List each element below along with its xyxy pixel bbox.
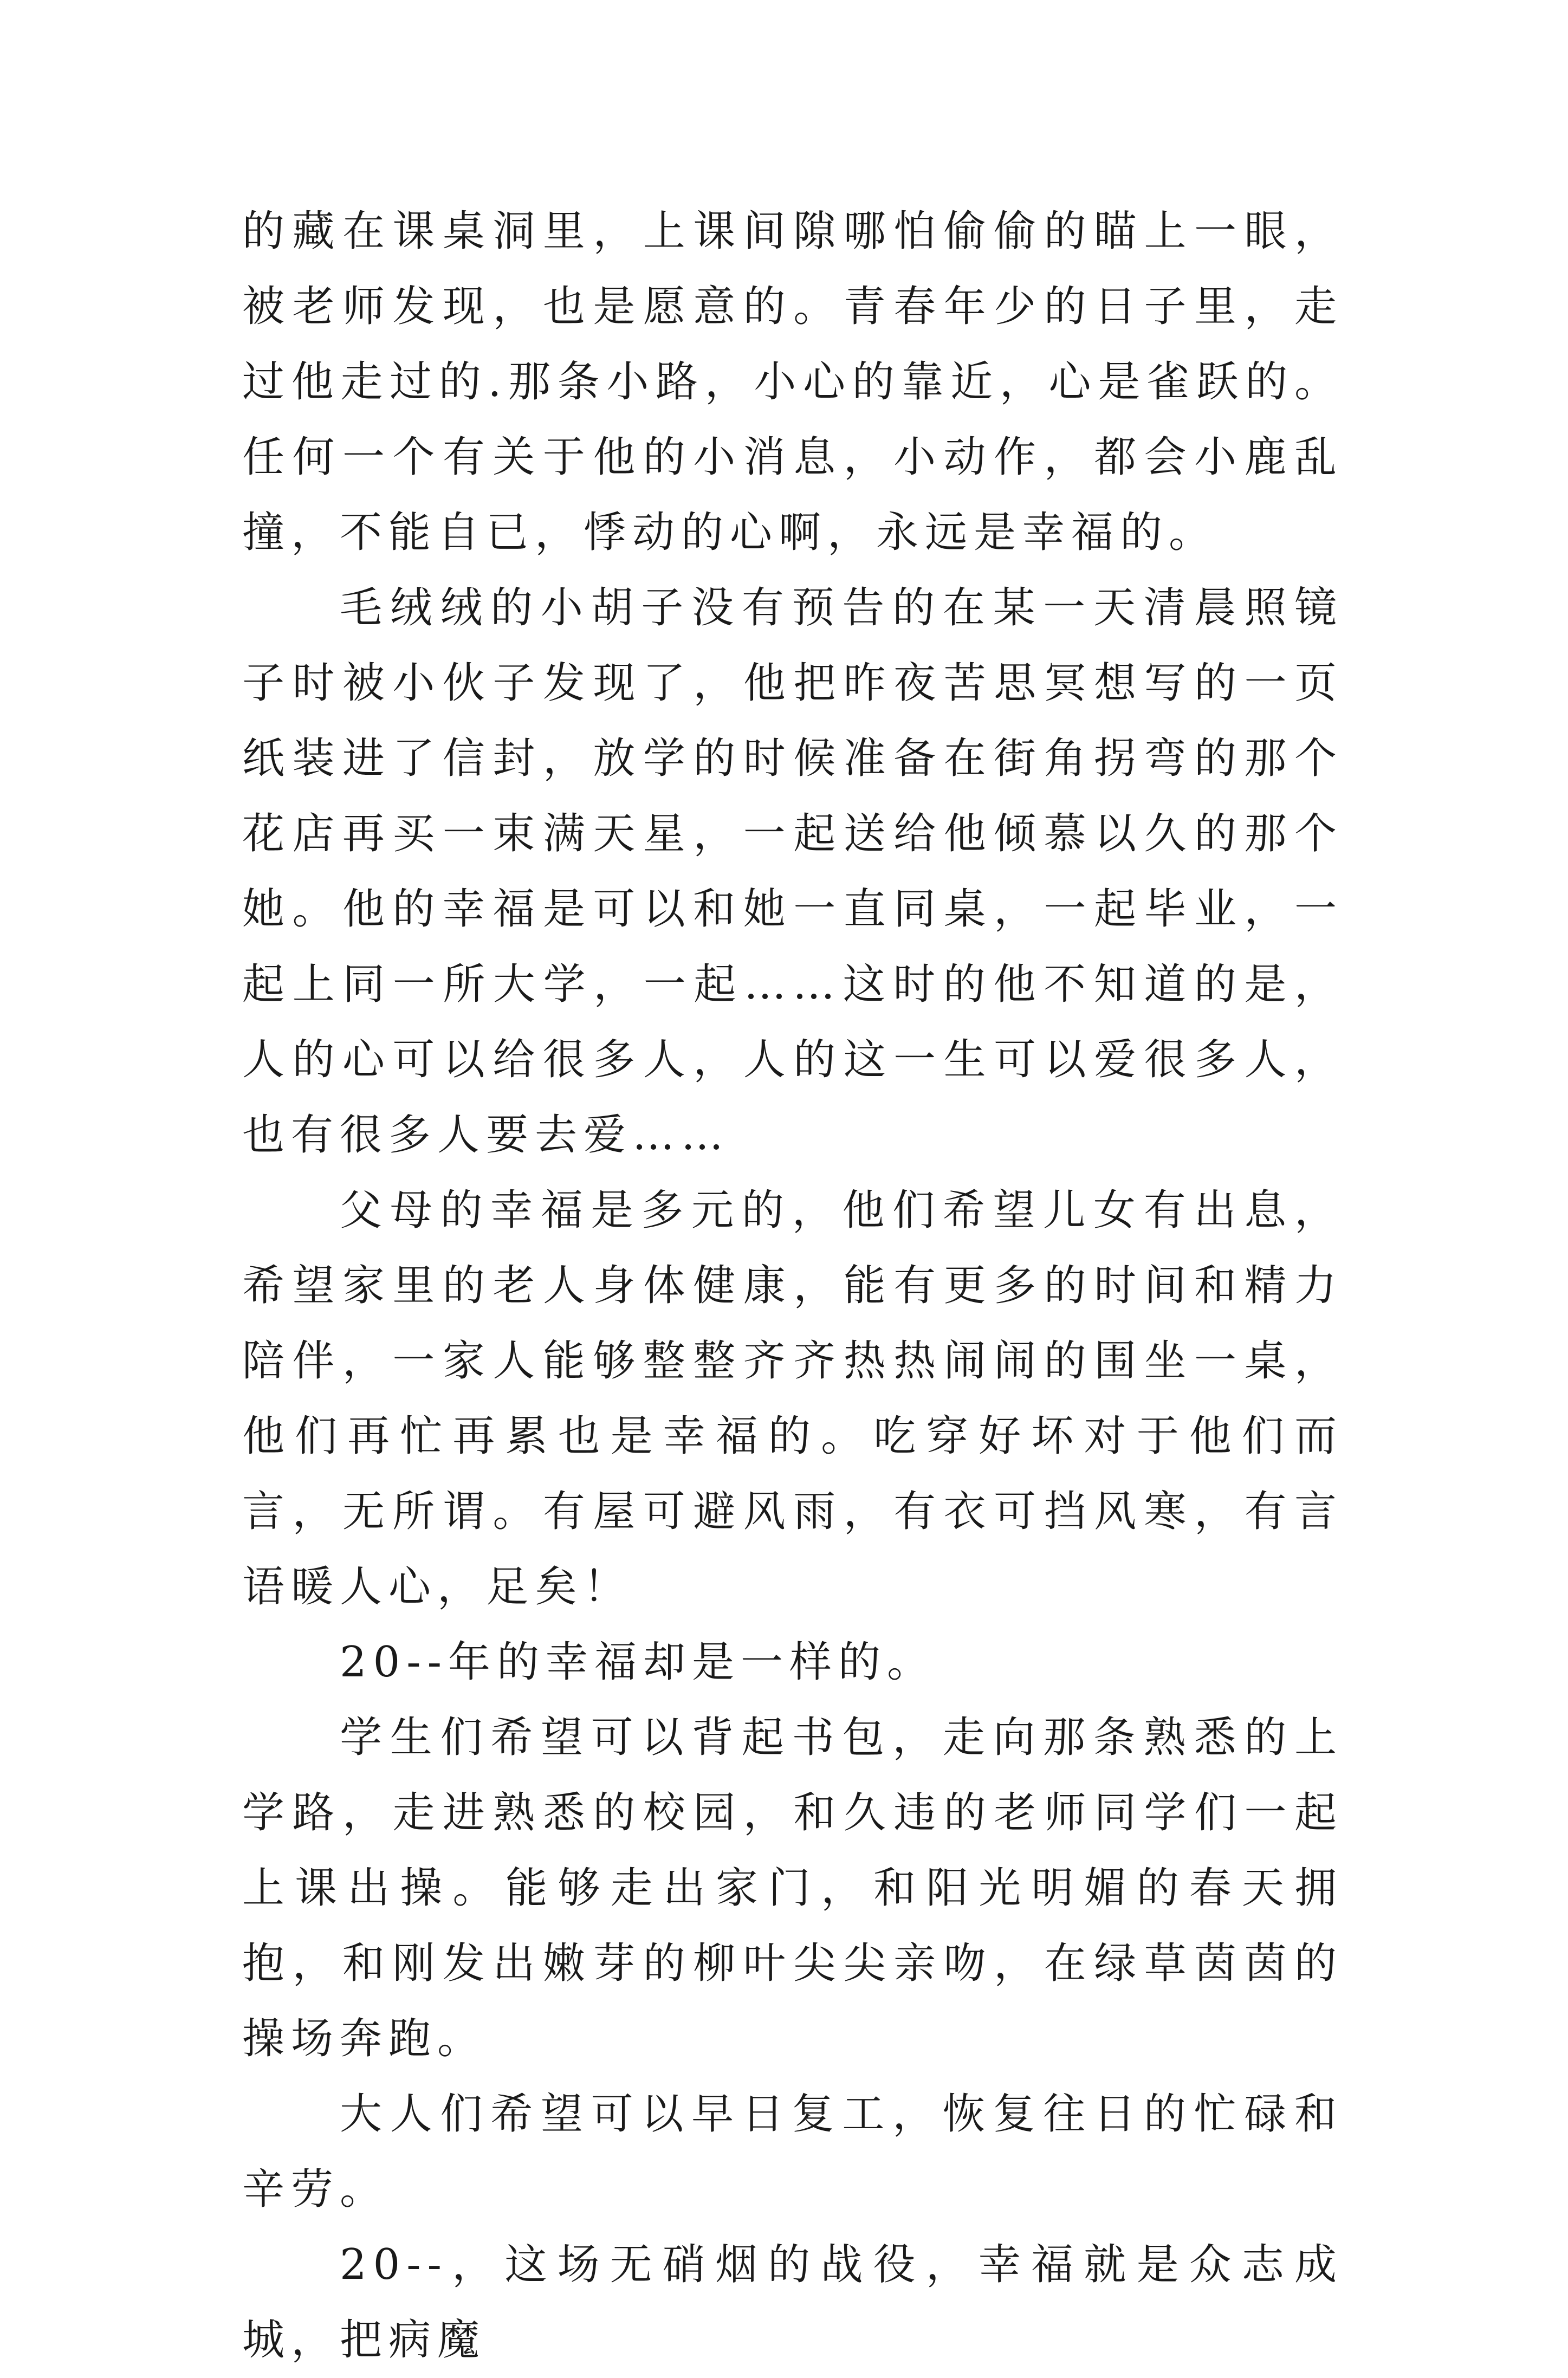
paragraph-students: 学生们希望可以背起书包，走向那条熟悉的上学路，走进熟悉的校园，和久违的老师同学们一起上课出操。能够走出家门，和阳光明媚的春天拥抱，和刚发出嫩芽的柳叶尖尖亲吻，在绿草茵茵的操场奔跑。 xyxy=(242,1713,1343,2063)
paragraph-adults: 大人们希望可以早日复工，恢复往日的忙碌和辛劳。 xyxy=(242,2090,1343,2214)
paragraph-year-happiness: 20--年的幸福却是一样的。 xyxy=(340,1638,936,1687)
paragraph-battle: 20--，这场无硝烟的战役，幸福就是众志成城，把病魔 xyxy=(242,2240,1343,2364)
paragraph-parents: 父母的幸福是多元的，他们希望儿女有出息，希望家里的老人身体健康，能有更多的时间和精力陪伴，一家人能够整整齐齐热热闹闹的围坐一桌，他们再忙再累也是幸福的。吃穿好坏对于他们而言，无所谓。有屋可避风雨，有衣可挡风寒，有言语暖人心，足矣！ xyxy=(242,1186,1343,1611)
paragraph-mustache: 毛绒绒的小胡子没有预告的在某一天清晨照镜子时被小伙子发现了，他把昨夜苦思冥想写的一页纸装进了信封，放学的时候准备在街角拐弯的那个花店再买一束满天星，一起送给他倾慕以久的那个她。他的幸福是可以和她一直同桌，一起毕业，一起上同一所大学，一起……这时的他不知道的是，人的心可以给很多人，人的这一生可以爱很多人，也有很多人要去爱…… xyxy=(242,584,1343,1159)
paragraph-continuation: 的藏在课桌洞里，上课间隙哪怕偷偷的瞄上一眼，被老师发现，也是愿意的。青春年少的日子里，走过他走过的.那条小路，小心的靠近，心是雀跃的。任何一个有关于他的小消息，小动作，都会小鹿乱撞，不能自已，悸动的心啊，永远是幸福的。 xyxy=(242,207,1343,557)
body-text xyxy=(242,194,1343,2378)
